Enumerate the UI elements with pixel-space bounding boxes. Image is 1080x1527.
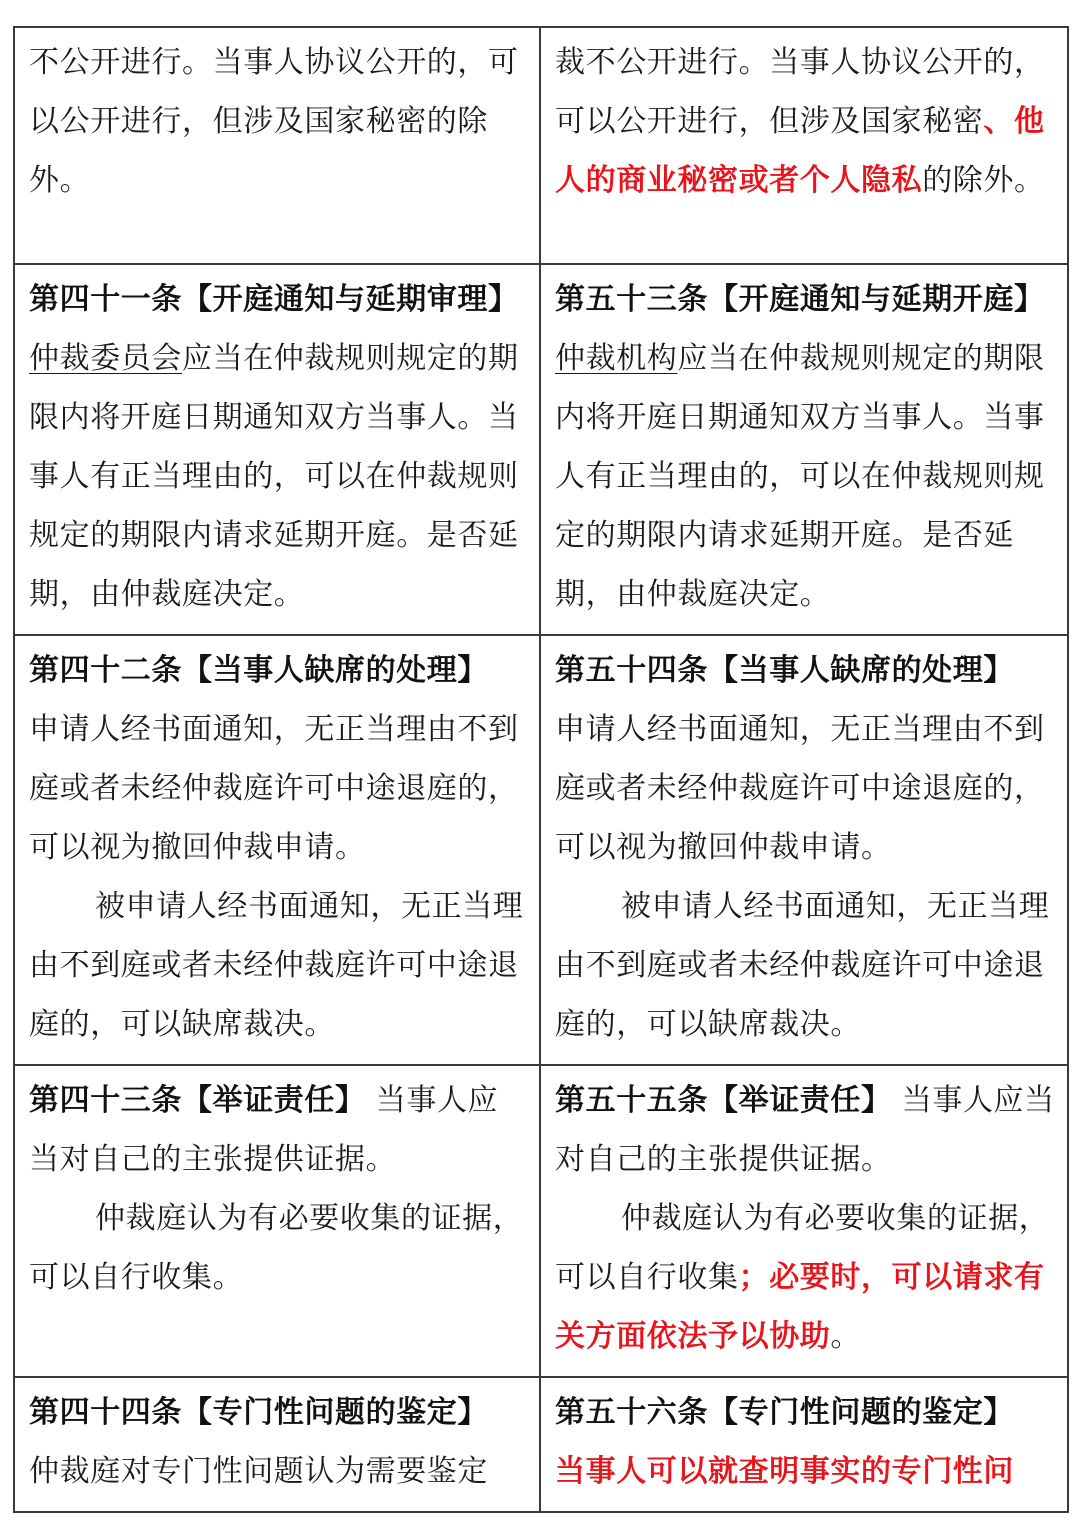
article-body: 仲裁庭对专门性问题认为需要鉴定 bbox=[29, 1454, 488, 1489]
article-heading: 第四十一条【开庭通知与延期审理】 bbox=[29, 282, 519, 317]
article-heading: 第五十四条【当事人缺席的处理】 bbox=[555, 653, 1014, 688]
article-heading: 第五十五条【举证责任】 bbox=[555, 1083, 892, 1118]
article-paragraph: 申请人经书面通知，无正当理由不到庭或者未经仲裁庭许可中途退庭的，可以视为撤回仲裁申请。 bbox=[555, 712, 1045, 865]
table-row bbox=[14, 1065, 1068, 1377]
old-law-cell bbox=[14, 635, 540, 1065]
article-paragraph: 仲裁庭认为有必要收集的证据，可以自行收集。 bbox=[29, 1201, 524, 1295]
article-body: 裁不公开进行。当事人协议公开的，可以公开进行，但涉及国家秘密 bbox=[555, 45, 1045, 139]
article-body: 的除外。 bbox=[922, 163, 1045, 198]
article-body: 不公开进行。当事人协议公开的，可以公开进行，但涉及国家秘密的除外。 bbox=[29, 45, 519, 198]
article-paragraph: 当事人应当对自己的主张提供证据。 bbox=[555, 1083, 1055, 1177]
underlined-term: 仲裁机构 bbox=[555, 341, 678, 376]
table-row bbox=[14, 27, 1068, 264]
article-heading: 第五十六条【专门性问题的鉴定】 bbox=[555, 1395, 1014, 1430]
new-law-cell bbox=[540, 27, 1068, 264]
article-heading: 第五十三条【开庭通知与延期开庭】 bbox=[555, 282, 1045, 317]
old-law-cell bbox=[14, 1065, 540, 1377]
added-text: ；必要时，可以请求有关方面依法予以协助 bbox=[555, 1260, 1045, 1354]
old-law-cell bbox=[14, 1377, 540, 1512]
new-law-cell bbox=[540, 1377, 1068, 1512]
article-paragraph: 申请人经书面通知，无正当理由不到庭或者未经仲裁庭许可中途退庭的，可以视为撤回仲裁申请。 bbox=[29, 712, 519, 865]
new-law-cell bbox=[540, 1065, 1068, 1377]
article-body: 应当在仲裁规则规定的期限内将开庭日期通知双方当事人。当事人有正当理由的，可以在仲裁规则规定的期限内请求延期开庭。是否延期，由仲裁庭决定。 bbox=[29, 341, 519, 612]
old-law-cell bbox=[14, 27, 540, 264]
article-paragraph: 当事人应当对自己的主张提供证据。 bbox=[29, 1083, 499, 1177]
article-body: 应当在仲裁规则规定的期限内将开庭日期通知双方当事人。当事人有正当理由的，可以在仲裁规则规定的期限内请求延期开庭。是否延期，由仲裁庭决定。 bbox=[555, 341, 1045, 612]
law-comparison-table bbox=[13, 26, 1069, 1513]
table-row bbox=[14, 635, 1068, 1065]
added-text: 、他人的商业秘密或者个人隐私 bbox=[555, 104, 1045, 198]
article-heading: 第四十四条【专门性问题的鉴定】 bbox=[29, 1395, 488, 1430]
article-heading: 第四十三条【举证责任】 bbox=[29, 1083, 366, 1118]
article-paragraph: 被申请人经书面通知，无正当理由不到庭或者未经仲裁庭许可中途退庭的，可以缺席裁决。 bbox=[29, 889, 524, 1042]
table-row bbox=[14, 1377, 1068, 1512]
underlined-term: 仲裁委员会 bbox=[29, 341, 182, 376]
article-paragraph: 仲裁庭认为有必要收集的证据，可以自行收集 bbox=[555, 1201, 1050, 1295]
table-row bbox=[14, 264, 1068, 635]
old-law-cell bbox=[14, 264, 540, 635]
added-text: 当事人可以就查明事实的专门性问 bbox=[555, 1454, 1014, 1489]
article-paragraph-end: 。 bbox=[830, 1319, 862, 1354]
article-heading: 第四十二条【当事人缺席的处理】 bbox=[29, 653, 488, 688]
new-law-cell bbox=[540, 635, 1068, 1065]
new-law-cell bbox=[540, 264, 1068, 635]
article-paragraph: 被申请人经书面通知，无正当理由不到庭或者未经仲裁庭许可中途退庭的，可以缺席裁决。 bbox=[555, 889, 1050, 1042]
